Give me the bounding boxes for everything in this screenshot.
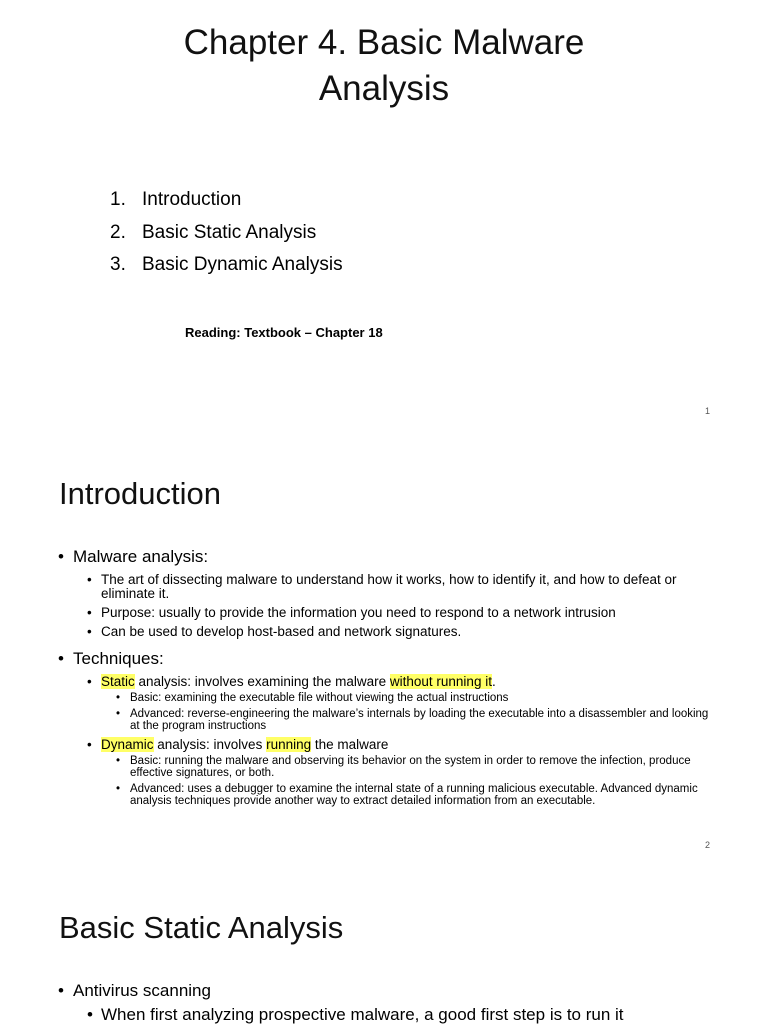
dynamic-text: analysis: involves xyxy=(153,736,267,752)
page-number: 1 xyxy=(704,406,710,416)
sub-bullet: • The art of dissecting malware to understand how it works, how to identify it, and how to defeat or eliminate it. xyxy=(87,573,713,601)
toc-label: Basic Static Analysis xyxy=(142,221,317,243)
sub-sub-bullet: • Basic: examining the executable file without viewing the actual instructions xyxy=(116,692,713,705)
slide-1 xyxy=(0,0,768,432)
slide-title: Introduction xyxy=(59,476,221,511)
toc-number: 3. xyxy=(110,254,126,275)
slide-title: Basic Static Analysis xyxy=(59,910,344,945)
toc-number: 1. xyxy=(110,189,126,210)
chapter-title-line-2: Analysis xyxy=(318,69,450,108)
bullet-list xyxy=(58,546,713,808)
toc-label: Introduction xyxy=(142,189,242,210)
sub-bullet: • When first analyzing prospective malware, a good first step is to run it xyxy=(87,1004,713,1026)
sub-bullet: • Purpose: usually to provide the information you need to respond to a network intrusion xyxy=(87,606,713,620)
toc-item-introduction xyxy=(110,184,343,217)
sub-sub-bullet: • Basic: running the malware and observing its behavior on the system in order to remove the infection, produce effective signatures, or both. xyxy=(116,755,713,780)
highlight-dynamic: Dynamic xyxy=(101,736,154,752)
highlight-static: Static xyxy=(101,674,135,689)
toc-label: Basic Dynamic Analysis xyxy=(142,254,343,275)
bullet-techniques: • Techniques: xyxy=(58,648,713,670)
sub-sub-bullet: • Advanced: uses a debugger to examine the internal state of a running malicious executable. Advanced dynamic analysis techniques provide another way to extract detailed information from an executable. xyxy=(116,783,713,808)
highlight-running: running xyxy=(266,736,312,752)
reading-note: Reading: Textbook – Chapter 18 xyxy=(185,325,383,340)
toc-number: 2. xyxy=(110,221,126,243)
sub-bullet: • Can be used to develop host-based and network signatures. xyxy=(87,625,713,639)
slide-2 xyxy=(0,432,768,864)
sub-sub-bullet: • Advanced: reverse-engineering the malware’s internals by loading the executable into a disassembler and looking at the program instructions xyxy=(116,708,713,733)
static-end: . xyxy=(491,674,496,689)
toc-item-basic-dynamic xyxy=(110,249,343,282)
dynamic-end: the malware xyxy=(311,736,389,752)
static-text: analysis: involves examining the malware xyxy=(134,674,390,689)
page-number: 2 xyxy=(704,840,710,850)
bullet-list xyxy=(58,980,713,1026)
sub-bullet-static xyxy=(87,675,713,689)
highlight-without-running: without running it xyxy=(389,674,492,689)
slide-3 xyxy=(0,864,768,1024)
table-of-contents xyxy=(110,184,343,282)
chapter-title-line-1: Chapter 4. Basic Malware xyxy=(183,23,585,62)
sub-bullet-dynamic xyxy=(87,738,713,752)
toc-item-basic-static xyxy=(110,217,343,250)
bullet-malware-analysis: • Malware analysis: xyxy=(58,546,713,568)
chapter-title xyxy=(0,20,768,112)
bullet-antivirus-scanning: • Antivirus scanning xyxy=(58,980,713,1002)
